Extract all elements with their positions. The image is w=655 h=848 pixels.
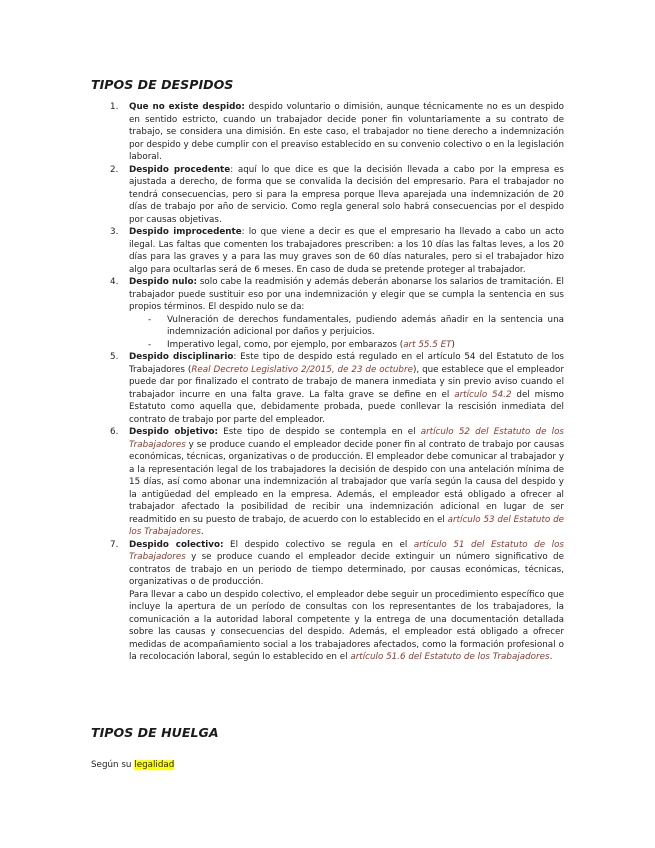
list-item: [110, 101, 564, 164]
sub-item-text: ): [451, 339, 455, 350]
item-number: 2.: [110, 164, 119, 175]
item-number: 5.: [110, 352, 119, 362]
item-text: : lo que viene a decir es que el empresario ha llevado a cabo un acto ilegal. Las faltas que comenten los trabajadores prescriben: a los 10 días las faltas leves, a los 20 días para las graves y a para las muy graves son de 60 días naturales, pero si el trabajador hizo algo para ocultarlas será de 6 meses. En caso de duda se pretende proteger al trabajador.: [129, 227, 564, 275]
dash-bullet: -: [148, 314, 152, 325]
item-text: : Este tipo de despido está regulado en el artículo 54 del Estatuto de los Trabajadores (: [129, 352, 564, 375]
sub-list: [129, 314, 564, 352]
legal-reference-link[interactable]: artículo 52 del Estatuto de los Trabajadores: [129, 427, 564, 450]
sub-item-text: Imperativo legal, como, por ejemplo, por embarazos (: [167, 339, 404, 350]
item-title: Despido disciplinario: [129, 352, 234, 362]
item-number: 7.: [110, 539, 119, 550]
item-number: 3.: [110, 227, 119, 237]
legal-reference-link[interactable]: art 55.5 ET: [403, 339, 452, 350]
legal-reference-link[interactable]: artículo 51 del Estatuto de los Trabajadores: [129, 539, 564, 562]
legal-reference-link[interactable]: artículo 51.6 del Estatuto de los Trabajadores: [350, 652, 550, 662]
item-text: y se produce cuando el empleador decide extinguir un número significativo de contratos de trabajo en un periodo de tiempo determinado, por causas económicas, técnicas, organizativas o de producción.: [129, 552, 564, 587]
list-item: [110, 226, 564, 276]
highlighted-text: legalidad: [134, 760, 175, 770]
dash-bullet: -: [148, 339, 152, 350]
item-number: 4.: [110, 277, 119, 287]
sub-list-item: [148, 339, 564, 352]
huelga-intro-text: Según su: [91, 760, 135, 770]
item-title: Despido objetivo:: [129, 427, 218, 437]
list-item: [110, 351, 564, 426]
item-text: ), que establece que el empleador puede dar por finalizado el contrato de trabajo de manera inmediata y sin previo aviso cuando el trabajador incurre en una falta grave. La falta grave se define en el: [129, 364, 564, 400]
item-text: : aquí lo que dice es que la decisión llevada a cabo por la empresa es ajustada a derecho, de forma que se convalida la decisión del empresario. Para el trabajador no tendrá consecuencias, pero si para la empresa porque lleva aparejada una indemnización de 20 días de trabajo por año de servicio. Como regla general solo habrá consecuencias por el despido por causas objetivas.: [129, 164, 564, 225]
item-text: Este tipo de despido se contempla en el: [218, 427, 421, 437]
item-text: El despido colectivo se regula en el: [223, 539, 414, 550]
list-item: [110, 164, 564, 227]
item-text: y se produce cuando el empleador decide poner fin al contrato de trabajo por causas económicas, técnicas, organizativas o de producción. El empleador debe comunicar al trabajador y a la representación legal de los trabajadores la decisión de despido con una antelación mínima de 15 días, así como abonar una indemnización al trabajador que varía según la causa del despido y la antigüedad del empleado en la empresa. Además, el empleador está obligado a ofrecer al trabajador afectado la posibilidad de recibir una indemnización adicional en lugar de ser readmitido en su puesto de trabajo, de acuerdo con lo establecido en el: [129, 439, 564, 525]
legal-reference-link[interactable]: artículo 54.2: [454, 389, 512, 400]
list-item: [110, 426, 565, 539]
list-item: [110, 539, 564, 664]
item-paragraph: [129, 589, 564, 664]
item-text: del mismo Estatuto como aquella que, debidamente probada, puede conllevar la rescisión inmediata del contrato de trabajo por parte del empleador.: [129, 389, 564, 425]
heading-tipos-de-huelga: TIPOS DE HUELGA: [91, 725, 219, 740]
item-number: 6.: [110, 427, 119, 437]
item-text: solo cabe la readmisión y además deberán abonarse los salarios de tramitación. El trabajador puede sustituir eso por una indemnización y elegir que se cumpla la sentencia en sus propios términos. El despido nulo se da:: [129, 277, 564, 312]
legal-reference-link[interactable]: Real Decreto Legislativo 2/2015, de 23 de octubre: [191, 364, 413, 375]
heading-tipos-de-despidos: TIPOS DE DESPIDOS: [91, 77, 234, 92]
item-title: Despido nulo:: [129, 277, 198, 287]
sub-item-text: Vulneración de derechos fundamentales, pudiendo además añadir en la sentencia una indemnización adicional por daños y perjuicios.: [167, 314, 564, 337]
huelga-intro-line: [91, 760, 174, 770]
item-text: despido voluntario o dimisión, aunque técnicamente no es un despido en sentido estricto, cuando un trabajador decide poner fin voluntariamente a su contrato de trabajo, se considera una dimisión. En este caso, el trabajador no tiene derecho a indemnización por despido y debe cumplir con el preaviso establecido en su convenio colectivo o en la legislación laboral.: [129, 102, 564, 162]
item-text: .: [200, 527, 204, 537]
item-title: Despido improcedente: [129, 227, 242, 237]
legal-reference-link[interactable]: artículo 53 del Estatuto de los Trabajadores: [129, 514, 565, 537]
despidos-list: [110, 101, 565, 664]
item-title: Despido colectivo:: [129, 539, 224, 550]
item-title: Que no existe despido:: [129, 102, 245, 112]
item-number: 1.: [110, 102, 119, 112]
item-text: .: [549, 652, 553, 662]
item-text: Para llevar a cabo un despido colectivo, el empleador debe seguir un procedimiento específico que incluye la apertura de un período de consultas con los representantes de los trabajadores, la comunicación a la autoridad laboral competente y la entrega de una documentación detallada sobre las causas y consecuencias del despido. Además, el empleador está obligado a ofrecer medidas de acompañamiento social a los trabajadores afectados, como la formación profesional o la recolocación laboral, según lo establecido en el: [129, 589, 564, 662]
list-item: [110, 276, 564, 351]
item-title: Despido procedente: [129, 164, 231, 175]
sub-list-item: [148, 314, 564, 339]
